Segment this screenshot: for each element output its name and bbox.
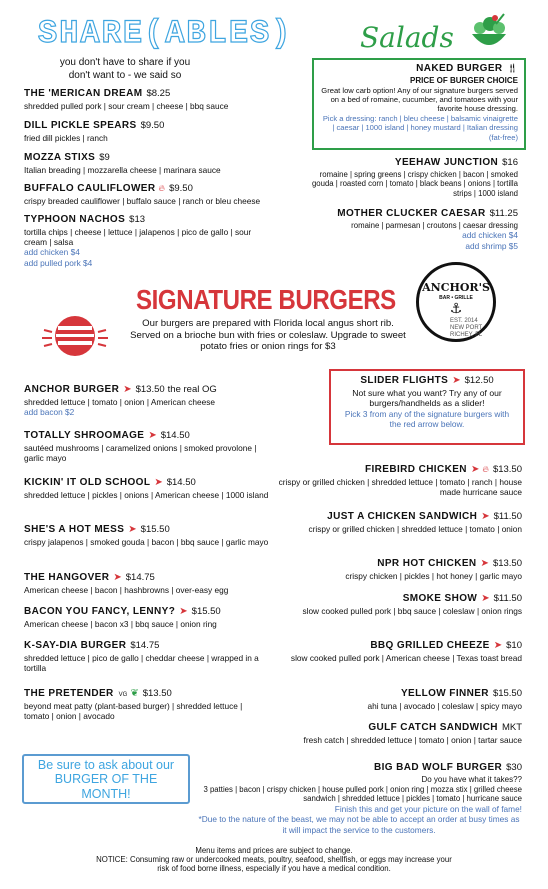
burger-bbq-grilled-cheeze	[270, 640, 522, 663]
item-name: TOTALLY SHROOMAGE	[24, 430, 145, 441]
item-price: $14.50	[160, 430, 190, 441]
logo-city: NEW PORT	[450, 324, 483, 331]
burger-kickin-it-old-school	[24, 477, 269, 500]
slider-pick: Pick 3 from any of the signature burgers with the red arrow below.	[344, 408, 510, 430]
item-price: $16	[502, 157, 518, 168]
item-name: SHE'S A HOT MESS	[24, 524, 125, 535]
footer-line-1: Menu items and prices are subject to change.	[195, 846, 353, 855]
item-name: THE 'MERICAN DREAM	[24, 88, 143, 99]
item-desc: crispy breaded cauliflower | buffalo sauce | ranch or bleu cheese	[24, 195, 261, 206]
item-name: TYPHOON NACHOS	[24, 214, 126, 225]
slider-arrow-icon: ➤	[154, 477, 163, 488]
burger-smoke-show	[276, 593, 522, 616]
item-name: JUST A CHICKEN SANDWICH	[327, 511, 478, 522]
item-price: $11.50	[493, 511, 522, 522]
item-name: YELLOW FINNER	[400, 688, 489, 699]
burger-yellow-finner	[276, 688, 522, 711]
item-name: MOTHER CLUCKER CAESAR	[337, 208, 486, 219]
item-price: $9.50	[140, 120, 165, 131]
slider-arrow-icon: ➤	[470, 464, 480, 475]
bigbad-question: Do you have what it takes??	[421, 774, 522, 784]
bigbad-note: *Due to the nature of the beast, we may not be able to accept an order at busy times as it will impact the service to the customers.	[198, 814, 520, 835]
slider-arrow-icon: ➤	[493, 640, 503, 651]
item-price: $13.50	[142, 688, 172, 699]
burger-totally-shroomage	[24, 430, 259, 463]
item-name: KICKIN' IT OLD SCHOOL	[24, 477, 151, 488]
item-name: SMOKE SHOW	[402, 593, 478, 604]
item-price: $13.50	[135, 384, 165, 395]
item-desc: crispy or grilled chicken | shredded lettuce | tomato | onion	[308, 523, 522, 534]
item-price: $8.25	[146, 88, 171, 99]
item-name: THE HANGOVER	[24, 572, 110, 583]
salad-yeehaw	[310, 157, 518, 199]
item-desc: crispy chicken | pickles | hot honey | garlic mayo	[345, 570, 522, 581]
slider-arrow-icon: ➤	[148, 430, 157, 441]
burger-anchor	[24, 384, 286, 417]
naked-burger-box	[312, 58, 526, 150]
salad-mother-clucker	[310, 208, 518, 251]
naked-dressing: Pick a dressing: ranch | bleu cheese | balsamic vinaigrette | caesar | 1000 island | honey mustard | Italian dressing (fat-free)	[322, 113, 518, 142]
item-desc: American cheese | bacon x3 | bbq sauce | onion ring	[24, 618, 217, 629]
burger-npr-hot-chicken	[276, 558, 522, 581]
slider-flights-box	[329, 369, 525, 445]
item-desc: tortilla chips | cheese | lettuce | jalapenos | pico de gallo | sour cream | salsa	[24, 226, 252, 247]
item-price: $9	[99, 152, 110, 163]
item-price: $15.50	[140, 524, 170, 535]
salads-title: Salads	[360, 21, 454, 54]
signature-intro: Our burgers are prepared with Florida local angus short rib. Served on a brioche bun with fries or coleslaw. Upgrade to sweet potato fries or onion rings for $3	[130, 318, 406, 352]
footer-line-3: risk of food borne illness, especially if you have a medical condition.	[157, 864, 391, 874]
spicy-flame-icon: 🔥︎	[482, 464, 489, 474]
item-name: ANCHOR BURGER	[24, 384, 120, 395]
slider-arrow-icon: ➤	[179, 606, 188, 617]
burger-the-hangover	[24, 572, 286, 595]
anchor-icon: ⚓︎	[449, 300, 463, 316]
naked-subtitle: PRICE OF BURGER CHOICE	[409, 75, 518, 85]
item-desc: 3 patties | bacon | crispy chicken | house pulled pork | onion ring | mozza stix | grilled cheese sandwich | shredded lettuce | pickles | tomato | hurricane sauce	[203, 784, 522, 804]
burger-of-the-month-box: Be sure to ask about our BURGER OF THE MONTH!	[22, 754, 190, 804]
spicy-flame-icon: 🔥︎	[158, 183, 166, 193]
burger-just-a-chicken	[276, 511, 522, 534]
item-price: $14.75	[130, 640, 160, 651]
item-price: MKT	[501, 722, 522, 733]
item-desc: slow cooked pulled pork | bbq sauce | coleslaw | onion rings	[302, 605, 522, 616]
item-price: $13.50	[492, 558, 522, 569]
item-desc: Italian breading | mozzarella cheese | marinara sauce	[24, 164, 221, 175]
item-price: $9.50	[169, 183, 193, 194]
item-name: BUFFALO CAULIFLOWER	[24, 183, 156, 194]
item-price: $15.50	[492, 688, 522, 699]
add-on: add pulled pork $4	[24, 257, 93, 268]
item-name: DILL PICKLE SPEARS	[24, 120, 137, 131]
burger-the-pretender	[24, 688, 264, 721]
item-price: $30	[506, 762, 522, 773]
burger-gulf-catch	[276, 722, 522, 745]
item-desc: romaine | parmesan | croutons | caesar dressing	[351, 220, 518, 230]
slider-arrow-icon: ➤	[452, 375, 461, 386]
shareables-item-1	[24, 88, 286, 111]
tagline-line-2: don't want to - we said so	[68, 69, 182, 81]
item-name: BBQ GRILLED CHEEZE	[370, 640, 490, 651]
item-desc: slow cooked pulled pork | American cheese | Texas toast bread	[290, 652, 522, 663]
logo-est: EST. 2014	[450, 318, 478, 324]
big-bad-wolf-burger	[196, 762, 522, 835]
item-desc: crispy or grilled chicken | shredded lettuce | tomato | ranch | house made hurricane sauce	[278, 476, 522, 497]
item-price: $15.50	[191, 606, 221, 617]
burger-k-say-dia	[24, 640, 269, 673]
slider-arrow-icon: ➤	[128, 524, 137, 535]
bigbad-finish: Finish this and get your picture on the wall of fame!	[334, 803, 522, 814]
shareables-item-2	[24, 120, 286, 143]
item-name: NAKED BURGER	[416, 63, 503, 74]
item-name: FIREBIRD CHICKEN	[364, 464, 467, 475]
signature-burgers-title: SIGNATURE BURGERS	[136, 284, 396, 315]
item-price: $14.50	[166, 477, 196, 488]
item-desc: shredded lettuce | pico de gallo | cheddar cheese | wrapped in a tortilla	[24, 652, 259, 673]
add-on: add shrimp $5	[465, 240, 518, 251]
slider-desc: Not sure what you want? Try any of our burgers/handhelds as a slider!	[352, 387, 502, 409]
item-name: NPR HOT CHICKEN	[377, 558, 477, 569]
item-desc: shredded pulled pork | sour cream | cheese | bbq sauce	[24, 100, 229, 111]
slider-arrow-icon: ➤	[123, 384, 132, 395]
shareables-tagline	[40, 57, 210, 82]
add-on: add chicken $4	[24, 247, 80, 258]
burger-bacon-you-fancy	[24, 606, 286, 629]
burger-firebird-chicken	[276, 464, 522, 497]
item-name: YEEHAW JUNCTION	[394, 157, 499, 168]
shareables-item-5	[24, 214, 274, 268]
item-desc: shredded lettuce | tomato | onion | American cheese	[24, 396, 215, 407]
salad-bowl-icon	[466, 10, 512, 56]
shareables-item-3	[24, 152, 286, 175]
naked-desc: Great low carb option! Any of our signature burgers served on a bed of romaine, cucumber, and tomatoes with your favorite house dressing.	[321, 85, 518, 114]
burger-shes-a-hot-mess	[24, 524, 269, 547]
slider-arrow-icon: ➤	[480, 558, 489, 569]
item-desc: sautéed mushrooms | caramelized onions | smoked provolone | garlic mayo	[24, 442, 257, 463]
item-name: MOZZA STIXS	[24, 152, 96, 163]
item-price: $11.25	[489, 208, 518, 219]
item-name: THE PRETENDER	[24, 688, 114, 699]
item-name: K-SAY-DIA BURGER	[24, 640, 127, 651]
item-desc: ahi tuna | avocado | coleslaw | spicy mayo	[367, 700, 522, 711]
logo-location	[450, 318, 482, 339]
logo-state: RICHEY, FL	[450, 331, 483, 338]
leaf-icon: ❦	[130, 688, 139, 699]
item-note: the real OG	[167, 384, 217, 395]
item-name: GULF CATCH SANDWICH	[368, 722, 498, 733]
logo-sub: BAR • GRILLE	[439, 294, 473, 301]
shareables-title: SHARE(ABLES)	[38, 15, 293, 52]
burger-icon	[40, 310, 110, 362]
tagline-line-1: you don't have to share if you	[59, 57, 191, 68]
item-price: $11.50	[493, 593, 522, 604]
item-desc: fresh catch | shredded lettuce | tomato | onion | tartar sauce	[303, 734, 522, 745]
item-desc: fried dill pickles | ranch	[24, 132, 108, 143]
shareables-item-4	[24, 183, 286, 206]
item-price: $13.50	[492, 464, 522, 475]
item-desc: crispy jalapenos | smoked gouda | bacon | bbq sauce | garlic mayo	[24, 536, 269, 547]
item-name: BIG BAD WOLF BURGER	[373, 762, 503, 773]
add-on: add chicken $4	[462, 230, 518, 241]
item-price: $13	[129, 214, 146, 225]
item-desc: beyond meat patty (plant-based burger) | shredded lettuce | tomato | onion | avocado	[24, 700, 243, 721]
slider-arrow-icon: ➤	[481, 511, 490, 522]
item-price: $10	[506, 640, 522, 651]
add-on: add bacon $2	[24, 406, 75, 417]
item-desc: shredded lettuce | pickles | onions | American cheese | 1000 island	[24, 489, 269, 500]
item-name: SLIDER FLIGHTS	[360, 375, 449, 386]
footer-notice	[20, 846, 528, 874]
item-name: BACON YOU FANCY, LENNY?	[24, 606, 176, 617]
logo-name: ANCHOR'S	[422, 281, 490, 294]
footer-line-2: NOTICE: Consuming raw or undercooked meats, poultry, seafood, shellfish, or eggs may increase your	[96, 855, 452, 865]
item-price: $14.75	[125, 572, 155, 583]
slider-arrow-icon: ➤	[113, 572, 122, 583]
fork-icon: 🍴︎	[506, 63, 518, 73]
item-desc: romaine | spring greens | crispy chicken | bacon | smoked gouda | roasted corn | tomato | black beans | onions | tortilla strips | 1000 island	[311, 169, 518, 198]
slider-arrow-icon: ➤	[481, 593, 490, 604]
vegan-tag: VG	[118, 692, 128, 698]
item-price: $12.50	[464, 375, 494, 386]
item-desc: American cheese | bacon | hashbrowns | over-easy egg	[24, 584, 229, 595]
